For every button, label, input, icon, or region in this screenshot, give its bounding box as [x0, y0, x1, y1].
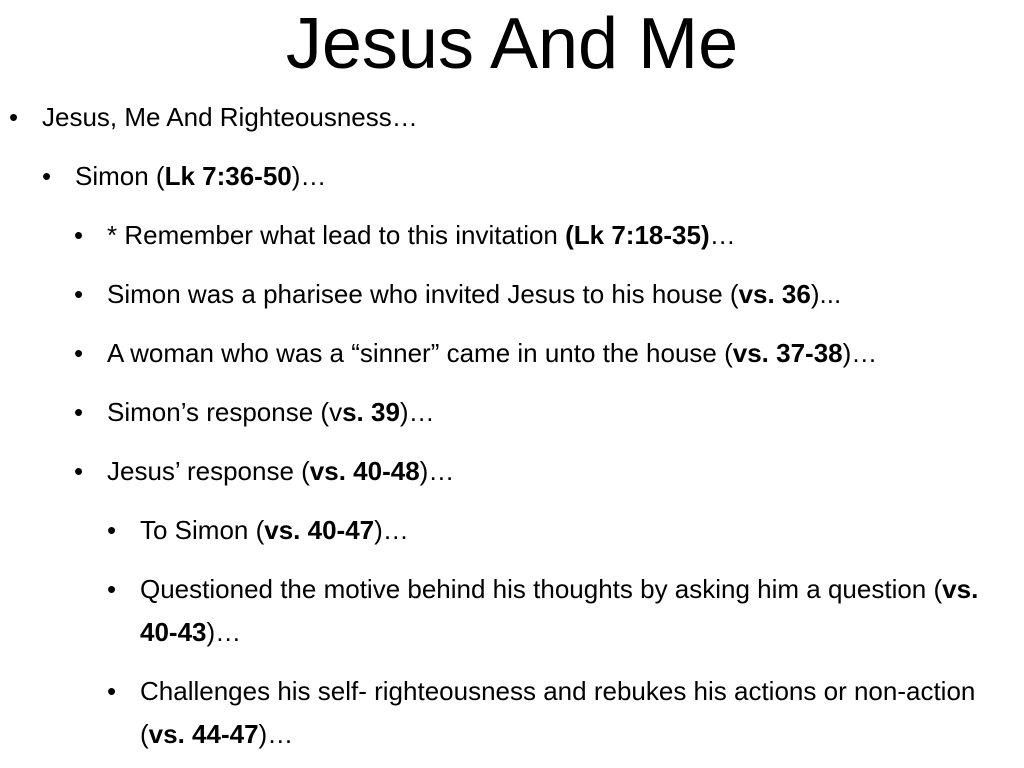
bullet-dot-icon: • [42, 161, 52, 191]
bullet-dot-icon: • [74, 220, 84, 250]
bullet-text-part: A woman who was a “sinner” came in unto the house ( [107, 338, 733, 368]
bullet-text [75, 155, 326, 198]
bullet-text [107, 450, 454, 493]
bullet-text [42, 96, 418, 139]
bullet-text-part: )… [258, 719, 294, 749]
bullet-text [140, 568, 1020, 654]
bullet-reference: (Lk 7:18-35) [565, 220, 710, 250]
bullet-reference: vs. 40-47 [264, 515, 375, 545]
bullet-text-part: )... [810, 279, 842, 309]
bullet-reference: vs. 37-38 [732, 338, 843, 368]
bullet-dot-icon: • [74, 456, 84, 486]
bullet-text-part: )… [206, 617, 242, 647]
bullet-reference: vs. 40-48 [309, 456, 420, 486]
bullet-text [107, 273, 841, 316]
bullet-reference: s. 39 [342, 397, 400, 427]
bullet-text [140, 670, 1020, 756]
bullet-text-part: * Remember what lead to this invitation [107, 220, 566, 250]
bullet-text-part: )… [291, 161, 327, 191]
bullet-text-part: Challenges his self- righteousness and rebukes his actions or non-action ( [140, 676, 976, 749]
bullet-reference: Lk 7:36-50 [164, 161, 292, 191]
bullet-text-part: Simon was a pharisee who invited Jesus to his house ( [107, 279, 739, 309]
bullet-text-part: Questioned the motive behind his thoughts by asking him a question ( [140, 574, 943, 604]
bullet-text [140, 509, 409, 552]
bullet-text-part: Jesus, Me And Righteousness… [42, 102, 418, 132]
bullet-text [107, 214, 736, 257]
bullet-text-part: To Simon ( [140, 515, 265, 545]
bullet-text-part: Simon ( [75, 161, 165, 191]
bullet-text-part: Simon’s response (v [107, 397, 343, 427]
bullet-reference: vs. 36 [738, 279, 811, 309]
bullet-text [107, 391, 435, 434]
bullet-text-part: Jesus’ response ( [107, 456, 310, 486]
bullet-text-part: )… [842, 338, 878, 368]
bullet-reference: vs. 44-47 [148, 719, 259, 749]
bullet-dot-icon: • [107, 515, 117, 545]
bullet-text-part: )… [419, 456, 455, 486]
bullet-dot-icon: • [74, 397, 84, 427]
bullet-text-part: )… [399, 397, 435, 427]
bullet-dot-icon: • [74, 338, 84, 368]
slide-title: Jesus And Me [285, 4, 739, 84]
bullet-reference: vs. 40-43 [140, 574, 979, 647]
bullet-dot-icon: • [74, 279, 84, 309]
bullet-text [107, 332, 877, 375]
bullet-dot-icon: • [107, 574, 117, 604]
bullet-dot-icon: • [9, 102, 19, 132]
bullet-text-part: )… [374, 515, 409, 545]
bullet-text-part: … [709, 220, 736, 250]
bullet-dot-icon: • [107, 676, 117, 706]
